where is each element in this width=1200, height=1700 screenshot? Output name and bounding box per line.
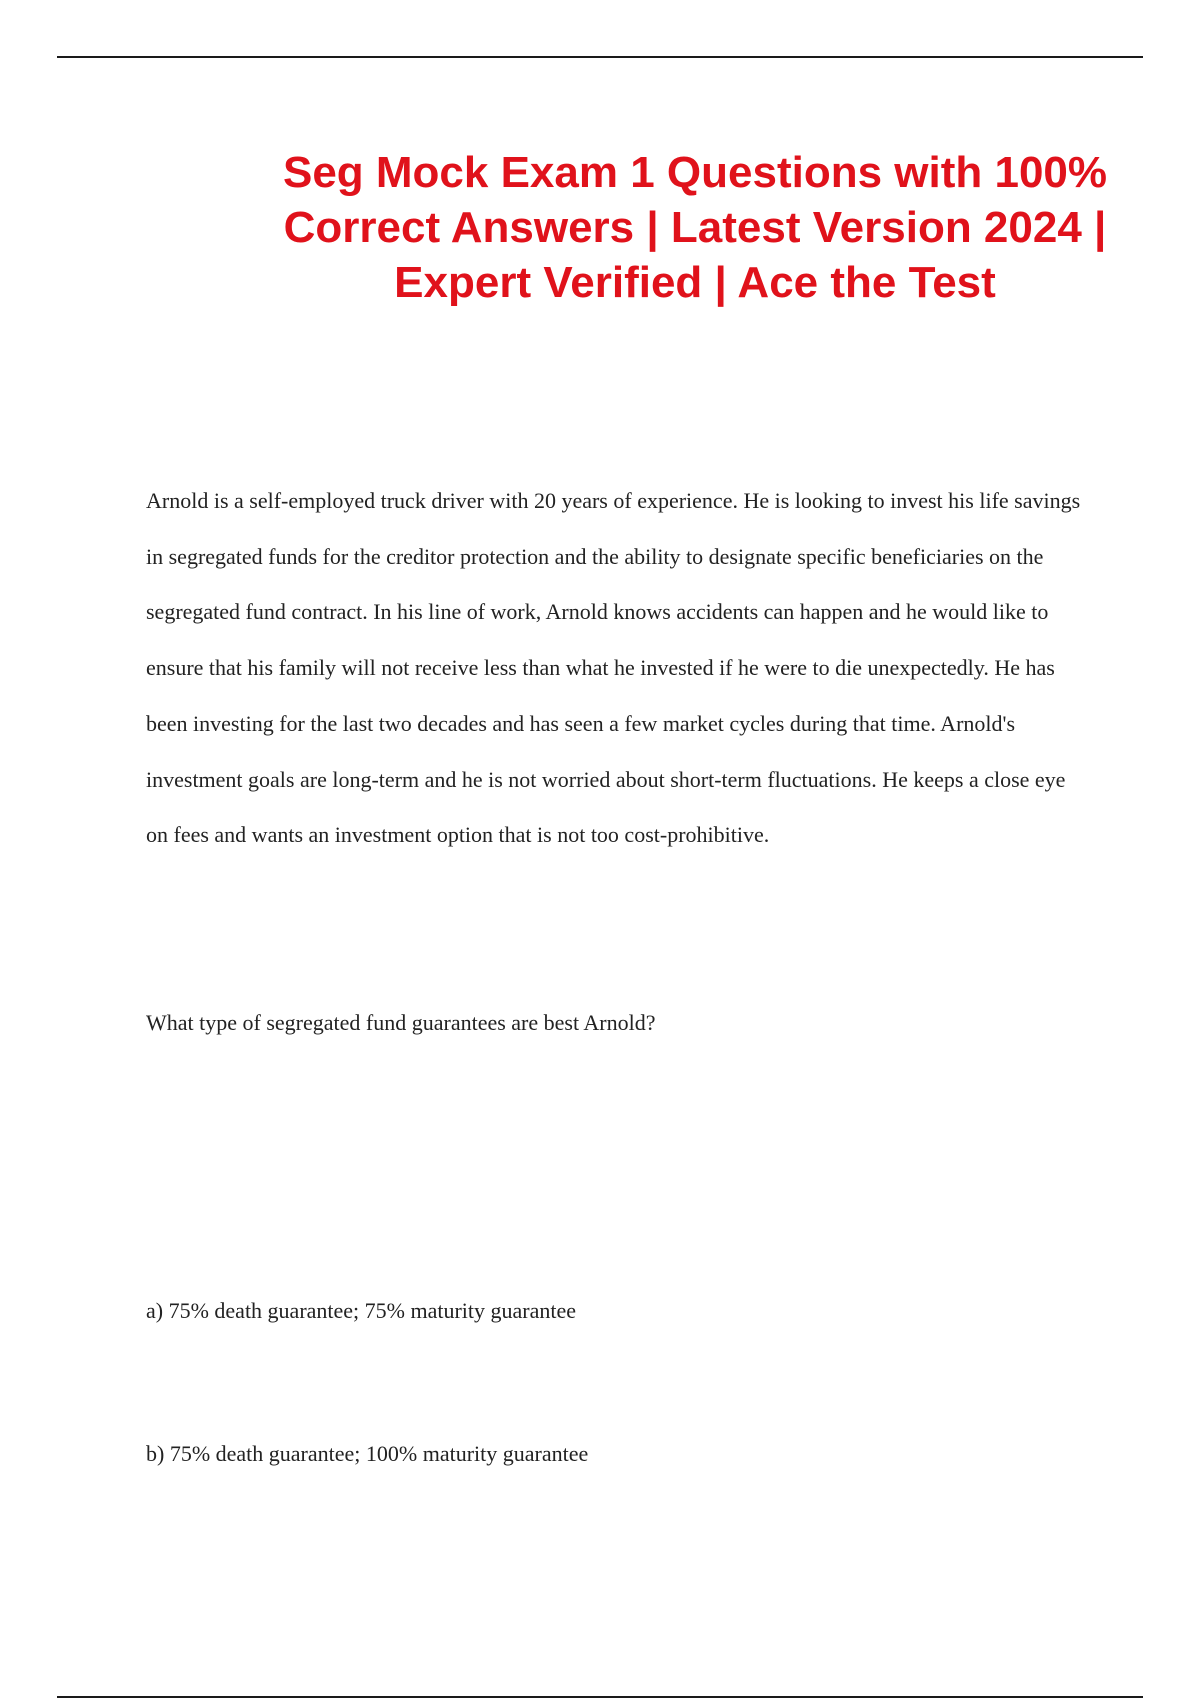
answer-option-b: b) 75% death guarantee; 100% maturity guarantee (146, 1441, 589, 1466)
question-text: What type of segregated fund guarantees are best Arnold? (146, 1010, 656, 1035)
answer-option-a: a) 75% death guarantee; 75% maturity guarantee (146, 1298, 577, 1323)
document-title: Seg Mock Exam 1 Questions with 100% Correct Answers | Latest Version 2024 | Expert Verified | Ace the Test (282, 148, 1108, 307)
case-passage: Arnold is a self-employed truck driver with 20 years of experience. He is looking to invest his life savings in segregated funds for the creditor protection and the ability to designate specific beneficiaries on the segregated fund contract. In his line of work, Arnold knows accidents can happen and he would like to ensure that his family will not receive less than what he invested if he were to die unexpectedly. He has been investing for the last two decades and has seen a few market cycles during that time. Arnold's investment goals are long-term and he is not worried about short-term fluctuations. He keeps a close eye on fees and wants an investment option that is not too cost-prohibitive. (146, 488, 1081, 848)
footer-rule (57, 1696, 1143, 1698)
header-rule (57, 56, 1143, 58)
